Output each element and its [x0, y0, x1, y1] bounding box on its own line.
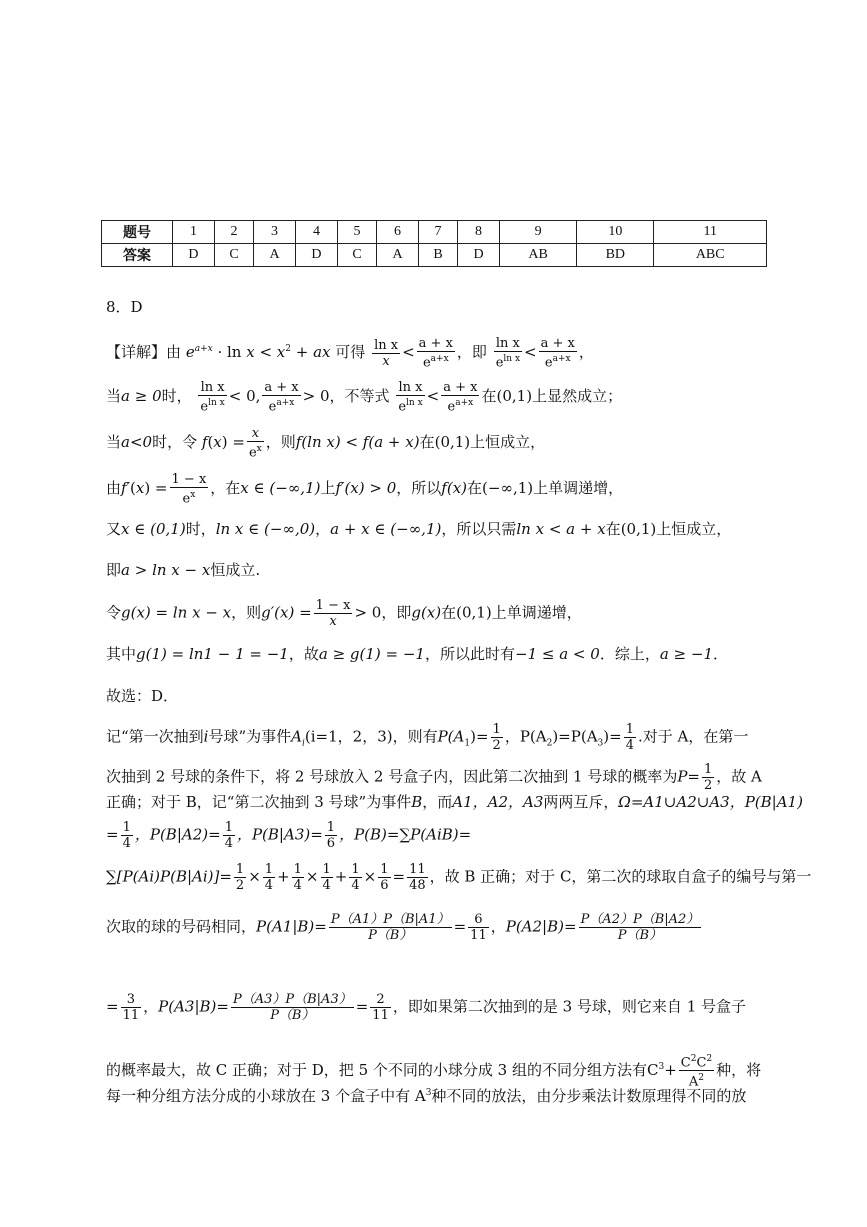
math: × — [363, 867, 377, 886]
text: 恒成立. — [210, 561, 261, 579]
denominator: 4 — [293, 878, 302, 893]
text: ，即 — [456, 343, 487, 362]
denominator: 4 — [264, 878, 274, 893]
numerator: ln x — [396, 380, 424, 396]
text: 上单调递增， — [533, 479, 624, 498]
fraction — [263, 862, 275, 893]
table-cell: D — [458, 244, 500, 267]
numerator: 3 — [121, 992, 142, 1008]
text: ，则 — [231, 603, 262, 622]
denominator: 2 — [492, 738, 501, 753]
text: ．综上， — [599, 645, 660, 663]
fraction — [539, 336, 577, 370]
math: ，P(B|A3)= — [236, 825, 323, 844]
numerator: 1 — [704, 762, 713, 777]
text: ． — [713, 645, 729, 663]
math: )= — [470, 727, 489, 746]
q8-choose-line: 故选：D． — [106, 687, 179, 705]
text: 两两互斥， — [543, 793, 619, 811]
text: 次取的球的号码相同， — [106, 917, 257, 936]
text: ，不等式 — [329, 387, 390, 406]
math: f′(x) > 0 — [335, 479, 397, 498]
text: ，故 — [288, 645, 319, 663]
denominator: 11 — [122, 1008, 140, 1023]
text: (i=1，2，3)，则有 — [304, 727, 438, 746]
fraction — [121, 992, 142, 1023]
table-cell: AB — [500, 244, 577, 267]
text: ，在 — [210, 479, 241, 498]
table-cell: ABC — [654, 244, 767, 267]
row-header: 答案 — [102, 244, 173, 267]
math: > 0 — [354, 603, 382, 622]
denominator: 4 — [224, 836, 233, 851]
math-inequality: $e^{a+x} \cdot \ln x < x^2$ + ax — [185, 343, 331, 362]
denominator: 11 — [372, 1008, 389, 1023]
math: = — [106, 825, 119, 844]
text: ，所以 — [396, 479, 442, 498]
denominator: x — [329, 614, 337, 629]
q8-also-line — [106, 519, 731, 539]
table-cell: A — [377, 244, 419, 267]
sum-symbol: ∑ — [106, 867, 117, 886]
text: ， — [143, 997, 159, 1016]
math: g(1) = ln1 − 1 = −1 — [136, 645, 289, 663]
text: 当 — [106, 387, 122, 406]
fraction — [292, 862, 304, 893]
math: × — [248, 867, 261, 886]
text: ，而 — [422, 793, 453, 811]
fraction — [441, 380, 479, 414]
fraction — [417, 336, 455, 370]
numerator: 1 — [264, 862, 274, 877]
math: (0,1) — [434, 433, 471, 452]
q11-line-5 — [106, 862, 811, 893]
numerator: P（A2）P（B|A2） — [580, 912, 700, 927]
denominator: $e^{a+x}$ — [447, 398, 474, 415]
math: ，P(B)= — [339, 825, 400, 844]
row-header: 题号 — [102, 221, 173, 244]
numerator: 2 — [370, 992, 391, 1008]
fraction — [321, 862, 333, 893]
math: g(x) — [411, 603, 442, 622]
math: )= — [603, 727, 622, 746]
numerator: a + x — [443, 380, 478, 395]
fraction — [579, 912, 702, 943]
math: A — [291, 727, 302, 746]
math: )=P(A — [552, 727, 598, 746]
fraction — [231, 992, 354, 1023]
math: + — [664, 1060, 677, 1079]
text: 种，将 — [716, 1060, 762, 1079]
fraction — [468, 912, 489, 943]
q11-line-8: 的概率最大，故 C 正确；对于 D，把 5 个不同的小球分成 3 组的不同分组方法有$C^3+$ $\frac{C^2C^2}{A^2}$ 种，将 — [106, 1054, 762, 1090]
sum-symbol: ∑ — [399, 825, 411, 844]
fraction — [624, 722, 636, 753]
denominator: 48 — [409, 878, 426, 893]
denominator: P（B） — [368, 928, 413, 943]
text: ，所以此时有 — [424, 645, 515, 663]
denominator: $e^{ln x}$ — [495, 354, 521, 371]
text: 上单调递增， — [491, 603, 582, 622]
numerator: 6 — [468, 912, 489, 928]
math: ，P(B|A2)= — [134, 825, 221, 844]
table-cell: 7 — [419, 221, 458, 244]
table-cell: D — [296, 244, 338, 267]
table-cell: 5 — [337, 221, 376, 244]
fraction — [396, 380, 424, 414]
text: 上恒成立， — [656, 520, 732, 538]
denominator: 4 — [351, 878, 360, 893]
text: 上 — [320, 479, 336, 498]
math: −1 ≤ a < 0 — [515, 645, 600, 663]
math: (0,1) — [456, 603, 492, 622]
text: 在 — [419, 433, 435, 452]
numerator: 1 — [235, 862, 245, 877]
math: ，P(A — [504, 727, 547, 746]
text: 即 — [106, 561, 122, 579]
text: 上恒成立， — [470, 433, 546, 452]
text: 号球”为事件 — [208, 727, 292, 746]
table-cell: 3 — [254, 221, 296, 244]
table-cell: 2 — [214, 221, 253, 244]
denominator: $e^{a+x}$ — [422, 354, 449, 371]
answer-table — [101, 220, 767, 267]
table-cell: 6 — [377, 221, 419, 244]
fraction — [262, 380, 300, 414]
q11-line-1: 记“第一次抽到i号球”为事件$A_i(i=1$，2，3)，则有$P(A_1)=$ $\frac{1}{2}$ ，$P(A_2)=P(A_3)=$ $\frac{1}{4}$ .对于 A，在第一 — [106, 722, 749, 753]
math: = — [453, 917, 467, 936]
numerator: a + x — [418, 336, 453, 351]
math: x ∈ (−∞,1) — [240, 479, 321, 498]
denominator: x — [382, 353, 390, 369]
text: 又 — [106, 520, 122, 538]
text: 在 — [441, 603, 457, 622]
math: P(A3|B)= — [158, 997, 229, 1016]
fraction — [198, 380, 226, 414]
table-cell: C — [214, 244, 253, 267]
text: 其中 — [106, 645, 137, 663]
q8-detail-line: 【详解】由 $e^{a+x} \cdot \ln x < x^2$ + ax 可得 $\frac{\text{ln x}}{x}$ < $\frac{a + x}{e^{a+x}}$ ，即 $\frac{\text{ln x}}{e^{ln x}}$ < $\frac{a + x}{e^{a+x}}$ ， — [106, 336, 594, 371]
math: = — [355, 997, 369, 1016]
table-cell: 11 — [654, 221, 767, 244]
numerator: 1 — [224, 820, 233, 835]
denominator: $A^2$ — [688, 1073, 705, 1090]
fraction — [378, 862, 390, 893]
numerator: $C^2C^2$ — [680, 1054, 713, 1071]
numerator: ln x — [198, 380, 226, 396]
math: B — [411, 793, 423, 811]
math: f(x) — [441, 479, 468, 498]
table-cell: 4 — [296, 221, 338, 244]
denominator: 4 — [122, 836, 131, 851]
math: a + x ∈ (−∞,1) — [330, 520, 442, 538]
numerator: 1 — [326, 820, 336, 835]
math: g′(x) = — [261, 603, 312, 622]
text: ，即 — [381, 603, 412, 622]
q8-g-line — [106, 598, 582, 629]
math: C — [646, 1060, 659, 1079]
question-number-row — [102, 221, 767, 244]
q8-case2-line — [106, 426, 545, 460]
text: .对于 A，在第一 — [637, 727, 749, 746]
text: 时， — [161, 387, 192, 406]
math: a<0 — [121, 433, 153, 452]
fraction — [491, 722, 503, 753]
math: × — [305, 867, 319, 886]
text: 时， — [185, 520, 216, 538]
fraction — [407, 862, 428, 893]
math: a ≥ g(1) = −1 — [318, 645, 425, 663]
math: + — [277, 867, 290, 886]
denominator: 11 — [470, 928, 487, 943]
fraction — [494, 336, 522, 370]
denominator: $e^{ln x}$ — [398, 398, 423, 415]
text: ， — [490, 917, 506, 936]
numerator: a + x — [540, 336, 575, 351]
text: 种不同的放法，由分步乘法计数原理得不同的放 — [431, 1087, 747, 1105]
math: (−∞,1) — [482, 479, 534, 498]
q8-title: 8．D — [106, 298, 143, 316]
answer-row — [102, 244, 767, 267]
numerator: 1 — [380, 862, 389, 877]
denominator: 6 — [326, 836, 336, 851]
text: 在 — [467, 479, 483, 498]
math: [P(Ai)P(B|Ai)]= — [116, 867, 232, 886]
denominator: 4 — [322, 878, 331, 893]
table-cell: A — [254, 244, 296, 267]
text: ，则 — [265, 433, 296, 452]
math: a ≥ −1 — [659, 645, 713, 663]
numerator: 1 — [351, 862, 360, 877]
q11-line-6 — [106, 912, 703, 943]
q11-line-4 — [106, 820, 471, 851]
fraction — [170, 472, 209, 506]
numerator: P（A3）P（B|A3） — [232, 992, 352, 1007]
text: 时，令 — [152, 433, 198, 452]
numerator: 1 — [322, 862, 331, 877]
numerator: 1 — [293, 862, 302, 877]
detail-label: 【详解】 — [106, 343, 167, 362]
fraction — [702, 762, 714, 793]
denominator: $e^x$ — [248, 444, 262, 461]
math: x ∈ (0,1) — [121, 520, 186, 538]
math: = — [106, 997, 119, 1016]
math: f′(x) = — [121, 479, 168, 498]
denominator: $e^{a+x}$ — [268, 398, 295, 415]
text: 在 — [481, 387, 497, 406]
text: ， — [578, 343, 594, 362]
math: a ≥ 0 — [121, 387, 162, 406]
table-cell: 10 — [577, 221, 654, 244]
text: ，故 B 正确；对于 C，第二次的球取自盒子的编号与第一 — [429, 867, 812, 886]
denominator: $e^{a+x}$ — [544, 354, 571, 371]
table-cell: BD — [577, 244, 654, 267]
fraction — [247, 426, 264, 460]
text: 正确；对于 B，记“第二次抽到 3 号球”为事件 — [106, 793, 412, 811]
numerator: ln x — [374, 337, 399, 353]
math: P= — [677, 767, 700, 786]
math: g(x) = ln x − x — [121, 603, 232, 622]
numerator: P（A1）P（B|A1） — [330, 912, 450, 927]
table-cell: 1 — [173, 221, 215, 244]
text: 由 — [106, 479, 122, 498]
table-cell: 8 — [458, 221, 500, 244]
text: ，所以只需 — [441, 520, 517, 538]
text: 由 — [166, 343, 182, 362]
q11-line-9: 每一种分组方法分成的小球放在 3 个盒子中有 $A^3$种不同的放法，由分步乘法计数原理得不同的放 — [106, 1087, 747, 1105]
table-cell: D — [173, 244, 215, 267]
q11-line-3 — [106, 792, 803, 812]
text: ，故 A — [716, 767, 762, 786]
text: 当 — [106, 433, 122, 452]
fraction — [234, 862, 246, 893]
math: = — [392, 867, 406, 886]
numerator: 11 — [409, 862, 426, 877]
numerator: 1 — [122, 820, 131, 835]
fraction — [121, 820, 133, 851]
text: ，即如果第二次抽到的是 3 号球，则它来自 1 号盒子 — [392, 997, 747, 1016]
fraction — [372, 338, 400, 369]
fraction — [349, 862, 361, 893]
math: P(A1|B)= — [256, 917, 327, 936]
q11-line-2 — [106, 762, 762, 793]
fraction — [370, 992, 391, 1023]
q11-line-7 — [106, 992, 746, 1023]
q8-derivative-line — [106, 472, 623, 506]
numerator: a + x — [264, 380, 299, 395]
fraction — [314, 598, 353, 629]
fraction — [223, 820, 235, 851]
denominator: $e^{ln x}$ — [200, 398, 225, 415]
math: P(A — [437, 727, 465, 746]
denominator: 2 — [235, 878, 245, 893]
text: ， — [315, 520, 331, 538]
denominator: 4 — [625, 738, 634, 753]
math: ln x < a + x — [516, 520, 606, 538]
numerator: 1 − x — [171, 472, 207, 487]
math: Ω=A1∪A2∪A3，P(B|A1) — [618, 793, 803, 811]
denominator: 6 — [380, 878, 389, 893]
math: (0,1) — [620, 520, 657, 538]
math: (0,1) — [496, 387, 533, 406]
numerator: ln x — [494, 336, 522, 352]
fraction — [329, 912, 452, 943]
denominator: $e^x$ — [182, 490, 196, 507]
text: 的概率最大，故 C 正确；对于 D，把 5 个不同的小球分成 3 组的不同分组方法有 — [106, 1060, 647, 1079]
denominator: P（B） — [270, 1008, 315, 1023]
text: 令 — [106, 603, 122, 622]
denominator: 2 — [704, 778, 713, 793]
numerator: x — [247, 426, 264, 442]
math: f(x) = — [201, 433, 245, 452]
text: 次抽到 2 号球的条件下，将 2 号球放入 2 号盒子内，因此第二次抽到 1 号球的概率为 — [106, 767, 678, 786]
math: A1，A2，A3 — [452, 793, 544, 811]
denominator: P（B） — [617, 928, 663, 943]
numerator: 1 − x — [315, 598, 351, 613]
q8-case1-line: 当a ≥ 0时， $\frac{\text{ln x}}{e^{ln x}}$ < 0, $\frac{a + x}{e^{a+x}}$ > 0，不等式 $\frac{\text{ln x}}{e^{ln x}}$ < $\frac{a + x}{e^{a+x}}$ 在(0,1)上显然成立； — [106, 380, 623, 415]
table-cell: B — [419, 244, 458, 267]
fraction — [325, 820, 337, 851]
math: i — [203, 727, 209, 746]
math: ln x ∈ (−∞,0) — [215, 520, 316, 538]
q8-ji-line — [106, 560, 260, 580]
text: 记“第一次抽到 — [106, 727, 204, 746]
text: 在 — [605, 520, 621, 538]
math: P(A2|B)= — [505, 917, 577, 936]
text: 每一种分组方法分成的小球放在 3 个盒子中有 A — [106, 1087, 426, 1105]
table-cell: C — [337, 244, 376, 267]
math: f(ln x) < f(a + x) — [295, 433, 420, 452]
table-cell: 9 — [500, 221, 577, 244]
math: + — [334, 867, 348, 886]
numerator: 1 — [492, 722, 501, 737]
math: P(AiB)= — [410, 825, 472, 844]
numerator: 1 — [625, 722, 634, 737]
text: 可得 — [335, 343, 366, 362]
q8-conclusion-line — [106, 644, 728, 664]
math: a > ln x − x — [121, 561, 211, 579]
text: 上显然成立； — [532, 387, 623, 406]
